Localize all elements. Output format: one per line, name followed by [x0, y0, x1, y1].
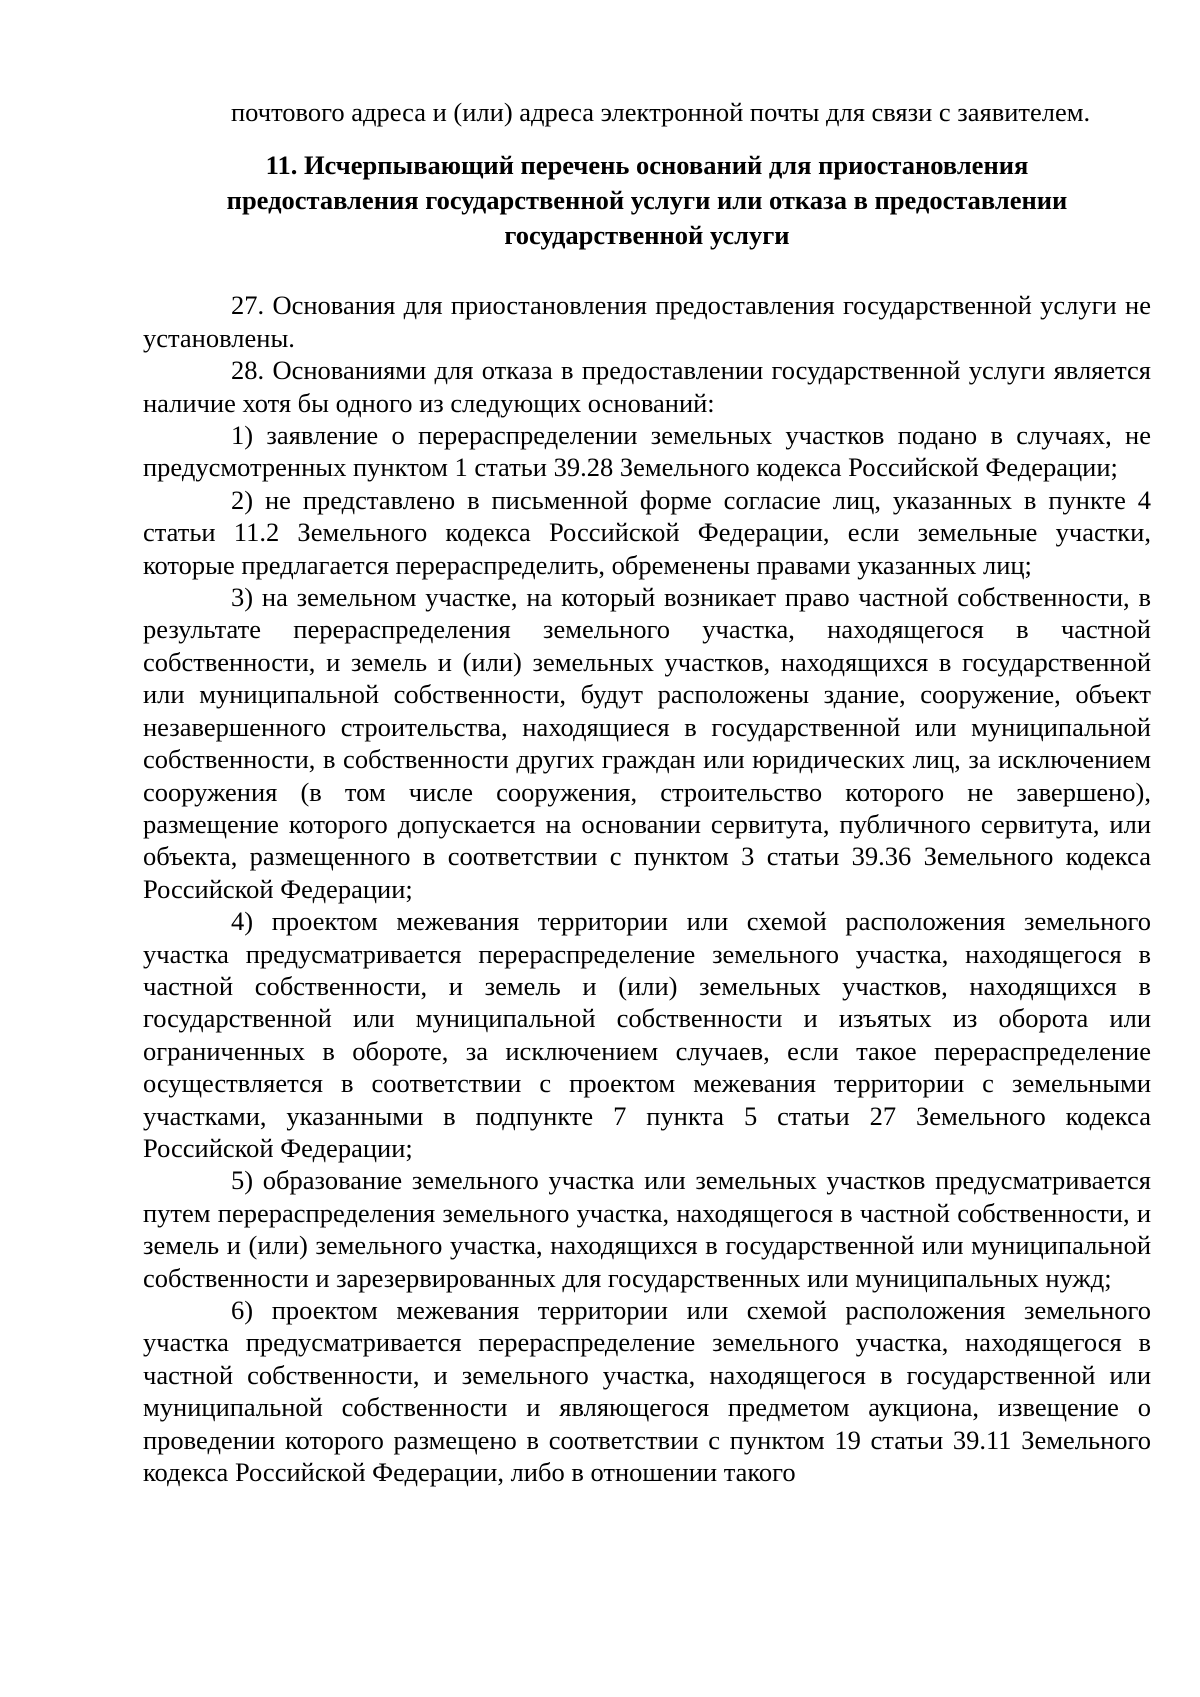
continuation-text: почтового адреса и (или) адреса электронной почты для связи с заявителем. [231, 97, 1091, 127]
section-heading: 11. Исчерпывающий перечень оснований для приостановления предоставления государственной услуги или отказа в предоставлении государственной услуги [226, 150, 1068, 251]
list-item-3: 3) на земельном участке, на который возникает право частной собственности, в результате перераспределения земельного участка, находящегося в частной собственности, и земель и (или) земельных участков, находящихся в государственной или муниципальной собственности, будут расположены здание, сооружение, объект незавершенного строительства, находящиеся в государственной или муниципальной собственности, в собственности других граждан или юридических лиц, за исключением сооружения (в том числе сооружения, строительство которого не завершено), размещение которого допускается на основании сервитута, публичного сервитута, или объекта, размещенного в соответствии с пунктом 3 статьи 39.36 Земельного кодекса Российской Федерации; [143, 582, 1151, 904]
paragraph-27: 27. Основания для приостановления предоставления государственной услуги не установлены. [143, 290, 1151, 353]
list-item-6: 6) проектом межевания территории или схемой расположения земельного участка предусматривается перераспределение земельного участка, находящегося в частной собственности, и земельного участка, находящегося в государственной или муниципальной собственности и являющегося предметом аукциона, извещение о проведении которого размещено в соответствии с пунктом 19 статьи 39.11 Земельного кодекса Российской Федерации, либо в отношении такого [143, 1295, 1151, 1488]
list-item-1: 1) заявление о перераспределении земельных участков подано в случаях, не предусмотренных пунктом 1 статьи 39.28 Земельного кодекса Российской Федерации; [143, 420, 1151, 483]
paragraph-28: 28. Основаниями для отказа в предоставлении государственной услуги является наличие хотя бы одного из следующих оснований: [143, 355, 1151, 418]
document-body [143, 96, 1151, 1488]
list-item-5: 5) образование земельного участка или земельных участков предусматривается путем перераспределения земельного участка, находящегося в частной собственности, и земель и (или) земельного участка, находящихся в государственной или муниципальной собственности и зарезервированных для государственных или муниципальных нужд; [143, 1165, 1151, 1293]
list-item-4: 4) проектом межевания территории или схемой расположения земельного участка предусматривается перераспределение земельного участка, находящегося в частной собственности, и земель и (или) земельных участков, находящихся в государственной или муниципальной собственности и изъятых из оборота или ограниченных в обороте, за исключением случаев, если такое перераспределение осуществляется в соответствии с проектом межевания территории с земельными участками, указанными в подпункте 7 пункта 5 статьи 27 Земельного кодекса Российской Федерации; [143, 906, 1151, 1163]
list-item-2: 2) не представлено в письменной форме согласие лиц, указанных в пункте 4 статьи 11.2 Земельного кодекса Российской Федерации, если земельные участки, которые предлагается перераспределить, обременены правами указанных лиц; [143, 484, 1151, 580]
